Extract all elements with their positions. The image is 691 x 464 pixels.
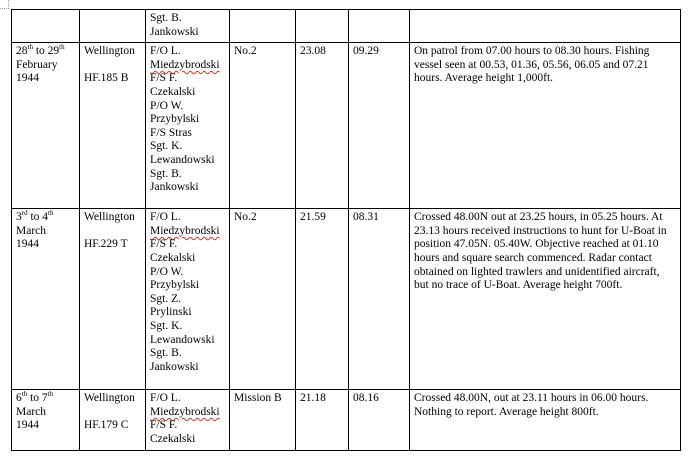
- aircraft-cell: [80, 43, 146, 209]
- date-suffix-end: th: [47, 390, 54, 399]
- duty-cell: [230, 10, 296, 43]
- crew-member-line: F/S F.: [150, 419, 178, 432]
- remarks-cell: On patrol from 07.00 hours to 08.30 hours. Fishing vessel seen at 00.53, 01.36, 05.56, 06.05 and 07.21 hours. Average height 1,000ft.: [410, 43, 681, 209]
- date-cell: [12, 390, 80, 450]
- duty-cell: Mission B: [230, 390, 296, 450]
- page-corner-mark: [0, 0, 9, 9]
- time-down-cell: 09.29: [349, 43, 410, 209]
- crew-member-line: Czekalski: [150, 432, 196, 445]
- crew-member-line: Miedzybrodski: [150, 58, 220, 71]
- date-day-end: 29: [47, 45, 60, 58]
- crew-cell: [146, 390, 230, 450]
- table-row: [12, 43, 681, 209]
- aircraft-type: Wellington: [84, 211, 135, 224]
- aircraft-type: Wellington: [84, 392, 135, 405]
- time-up-cell: 21.18: [296, 390, 349, 450]
- crew-member-line: Sgt. B.: [150, 347, 182, 360]
- date-day-start: 3: [16, 211, 22, 224]
- date-connector: to: [27, 392, 42, 405]
- crew-member-line: Miedzybrodski: [150, 224, 220, 237]
- crew-member-line: Jankowski: [150, 181, 199, 194]
- crew-member-line: Lewandowski: [150, 333, 215, 346]
- date-cell: [12, 209, 80, 390]
- table-row: [12, 209, 681, 390]
- aircraft-cell: [80, 390, 146, 450]
- operations-record-table: [11, 9, 681, 451]
- crew-member-line: Czekalski: [150, 85, 196, 98]
- crew-cell: [146, 209, 230, 390]
- date-day-start: 6: [16, 392, 22, 405]
- duty-cell: No.2: [230, 209, 296, 390]
- remarks-cell: [410, 10, 681, 43]
- crew-member-line: Miedzybrodski: [150, 405, 220, 418]
- remarks-cell: Crossed 48.00N out at 23.25 hours, in 05.25 hours. At 23.13 hours received instructions to hunt for U-Boat in position 47.05N. 05.40W. Objective reached at 01.10 hours and square search commenced. Radar contact obtained on lighted trawlers and unidentified aircraft, but no trace of U-Boat. Average height 700ft.: [410, 209, 681, 390]
- aircraft-serial: HF.179 C: [84, 419, 129, 432]
- crew-member-line: F/S F.: [150, 72, 178, 85]
- aircraft-serial: HF.185 B: [84, 72, 129, 85]
- date-year: 1944: [16, 419, 39, 432]
- date-day-end: 4: [42, 211, 49, 224]
- crew-member-line: F/O L.: [150, 45, 181, 58]
- aircraft-type: Wellington: [84, 45, 135, 58]
- crew-member-line: F/S Stras: [150, 126, 192, 139]
- date-suffix-start: th: [21, 390, 28, 399]
- crew-member-line: F/O L.: [150, 211, 181, 224]
- crew-member-line: Jankowski: [150, 25, 199, 38]
- date-year: 1944: [16, 238, 39, 251]
- time-up-cell: 21.59: [296, 209, 349, 390]
- crew-member-line: Lewandowski: [150, 153, 215, 166]
- date-connector: to: [32, 45, 48, 58]
- crew-member-line: P/O W.: [150, 265, 184, 278]
- crew-member-line: Sgt. K.: [150, 319, 183, 332]
- remarks-cell: Crossed 48.00N, out at 23.11 hours in 06.00 hours. Nothing to report. Average height 800ft.: [410, 390, 681, 450]
- crew-member-line: Sgt. K.: [150, 140, 183, 153]
- date-month: February: [16, 58, 58, 71]
- date-day-start: 28: [16, 45, 28, 58]
- crew-member-line: Przybylski: [150, 113, 200, 126]
- aircraft-cell: [80, 209, 146, 390]
- date-day-end: 7: [41, 392, 48, 405]
- crew-member-line: Sgt. Z.: [150, 292, 181, 305]
- time-down-cell: [349, 10, 410, 43]
- time-down-cell: 08.16: [349, 390, 410, 450]
- crew-member-line: Sgt. B.: [150, 12, 182, 24]
- crew-member-line: Czekalski: [150, 251, 196, 264]
- time-up-cell: 23.08: [296, 43, 349, 209]
- duty-cell: No.2: [230, 43, 296, 209]
- crew-cell: [146, 10, 230, 43]
- aircraft-cell: [80, 10, 146, 43]
- crew-member-line: Przybylski: [150, 279, 200, 292]
- date-connector: to: [27, 211, 43, 224]
- crew-member-line: P/O W.: [150, 99, 184, 112]
- date-suffix-end: th: [59, 43, 65, 52]
- date-suffix-start: rd: [21, 209, 28, 218]
- date-year: 1944: [16, 72, 39, 85]
- date-month: March: [16, 405, 47, 418]
- crew-member-line: F/S F.: [150, 238, 178, 251]
- crew-member-line: Sgt. B.: [150, 167, 182, 180]
- crew-cell: [146, 43, 230, 209]
- date-suffix-end: th: [48, 209, 54, 218]
- time-down-cell: 08.31: [349, 209, 410, 390]
- crew-member-line: F/O L.: [150, 392, 181, 405]
- date-month: March: [16, 224, 47, 237]
- date-cell: [12, 10, 80, 43]
- time-up-cell: [296, 10, 349, 43]
- date-suffix-start: th: [27, 43, 33, 52]
- crew-member-line: Prylinski: [150, 306, 192, 319]
- aircraft-serial: HF.229 T: [84, 238, 128, 251]
- date-cell: [12, 43, 80, 209]
- table-row: [12, 390, 681, 450]
- table-row: [12, 10, 681, 43]
- crew-member-line: Jankowski: [150, 360, 199, 373]
